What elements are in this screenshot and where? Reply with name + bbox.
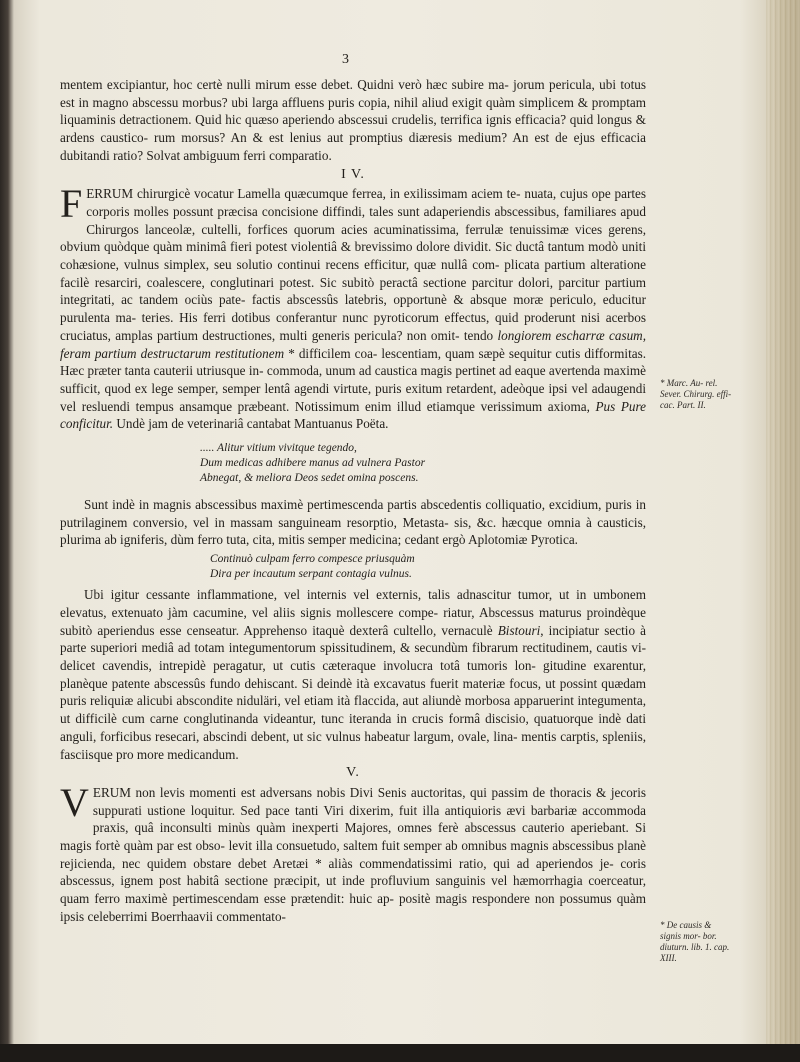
intro-paragraph: mentem excipiantur, hoc certè nulli mirum esse debet. Quidni verò hæc subire ma- jorum pericula, ubi totus est in magno abscessu morbus? ubi larga affluens puris copia, nihil aliud exigit quàm simplicem & promptam liquaminis detractionem. Quid hic quæso aperiendo abscessui crudelis, terrifica ignis efficacia? quid longus & ardens caustico- rum morsus? An & est lenius aut promptius diæresis medium? An est de ejus efficacia dubitandi ratio? Solvat ambiguum ferri comparatio. bbox=[60, 77, 646, 163]
page-body bbox=[60, 56, 646, 926]
dropcap-v: V bbox=[60, 779, 89, 825]
section-iv-text-1c: Undè jam de veterinariâ cantabat Mantuanus Poëta. bbox=[116, 416, 389, 432]
dropcap-f: F bbox=[60, 181, 83, 227]
verse-line: ..... Alitur vitium vivitque tegendo, bbox=[200, 442, 357, 455]
verse-line: Dum medicas adhibere manus ad vulnera Pastor bbox=[200, 457, 426, 470]
section-iv-italic-2: Pus Pure conficitur. bbox=[60, 398, 646, 432]
section-iv-italic-1: longiorem escharræ casum, feram partium destructarum restitutionem bbox=[60, 327, 647, 361]
section-iv-italic-3: Bistouri bbox=[497, 622, 541, 638]
verse-line: Dira per incautum serpant contagia vulnus. bbox=[210, 568, 412, 581]
section-iv-text-3b: , incipiatur sectio à parte superiori mediâ ad totam integumentorum spissitudinem, & secundùm fibrarum rectitudinem, cautis vi- delicet cavendis, intrepidè peragatur, ut cutis cæteraque involucra totâ tumoris lon- gitudine exarentur, planèque patente abscessûs fundo dehiscant. Si deindè ità excavatus fuerit materiæ focus, ut possint quædam puris reliquiæ alicubi abscondite niduläri, vel etiam ità flaccida, aut aliundè morbosa apparuerint integumenta, ut difficilè cum carne conglutinanda videantur, tunc iteranda in crucis formâ discisio, quatuorque indè dati anguli, forficibus resecari, abscindi debent, ut sic vulnus habeatur largum, ovale, lina- mentis carptis, spleniis, fasciisque pro more medicandum. bbox=[60, 622, 647, 762]
section-v-text: ERUM non levis momenti est adversans nobis Divi Senis auctoritas, qui passim de thoracis & jecoris suppurati ustione loquitur. Sed pace tanti Viri dixerim, fuit illa antiquioris ævi barbariæ accommoda praxis, quâ inconsulti minùs quàm inexperti Majores, omnes ferè abscessus cauterio aperiebant. Si magis fortè quàm par est obso- levit illa consuetudo, saltem fuit semper ab omnibus magnis abscessibus planè rejicienda, nec quidem obstare debet Aretæi * aliàs commendatissimi ratio, qui ad aperiendos je- coris abscessus, ignem post habitâ sectione præcipit, ut inde profluvium sanguinis vel hæmorrhagia coerceatur, quam ferro maximè pertimescendam esse prætendit: huic ap- positè magis respondere non possumus quàm ipsis celeberrimi Boerrhaavii commentato- bbox=[60, 784, 646, 924]
verse-block-2 bbox=[210, 552, 646, 582]
scanner-border bbox=[0, 1044, 800, 1062]
section-v-paragraph bbox=[60, 779, 646, 926]
verse-line: Continuò culpam ferro compesce priusquàm bbox=[210, 553, 415, 566]
section-heading-v: V. bbox=[346, 765, 360, 781]
section-iv-text-3a: Ubi igitur cessante inflammatione, vel internis vel externis, talis adnascitur tumor, ut in umbonem elevatus, extenuato jàm cacumine, vel aliis signis mollescere compe- riatur, Abscessus maturus proindèque subitò aperiendus esse censeatur. Apprehenso itaquè dexterâ cultello, vernaculè bbox=[60, 587, 646, 638]
marginal-note-1: * Marc. Au- rel. Sever. Chirurg. effi- cac. Part. II. bbox=[660, 378, 732, 410]
marginal-note-2: * De causis & signis mor- bor. diuturn. lib. 1. cap. XIII. bbox=[660, 920, 730, 963]
verse-block-1 bbox=[200, 441, 646, 486]
section-iv-paragraph-1 bbox=[60, 181, 647, 433]
section-iv-text-1: ERRUM chirurgicè vocatur Lamella quæcumque ferrea, in exilissimam aciem te- nuata, cujus ope partes corporis molles possunt præcisa concisione diffindi, tales sunt adaperiendis abscessibus, familiares apud Chirurgos lanceolæ, cultelli, forfices quorum acies acuminatissima, ferrulæ tenuissimæ vices gerens, obvium quòdque quàm minimâ fieri potest violentiâ & brevissimo dolore dividit. Sic ductâ tantum modò uniti cohæsione, vulnus simplex, seu solutio continui recens efficitur, quæ nullâ com- plicata partium alteratione facilè resarciri, coalescere, conglutinari potest. Sic subitò peractâ sectione parcitur dolori, parcitur partium integritati, ac tandem ociùs pate- factis abscessûs latebris, opportunè & absque moræ periculo, educitur purulenta ma- teries. His ferri dotibus conferantur nunc pyroticorum effectus, quid proderunt nisi acerbos cruciatus, amplas partium destructiones, multi generis pericula? non omit- tendo bbox=[60, 186, 646, 343]
section-iv-paragraph-2: Sunt indè in magnis abscessibus maximè pertimescenda partis abscedentis colliquatio, excidium, puris in putrilaginem conversio, vel in massam sanguineam resorptio, Metasta- sis, &c. hæcque omnia à causticis, plurima ab igniferis, dùm ferro tuta, cita, mitis semper medicina; cedant ergò Aplotomiæ Pyrotica. bbox=[60, 497, 646, 548]
section-iv-text-1b: * difficilem coa- lescentiam, quam sæpè sequitur cutis difformitas. Hæc præter tanta cauterii utriusque in- commoda, unum ad caustica magis pertinet ad eaque avertenda maximè sufficit, quod ex lege semper, semper lentâ agendi virtute, puris exitum retardent, adeòque ipsi vel adaugendi vel resluendi tempus ansamque præbeant. Notissimum enim illud etiamque verissimum axioma, bbox=[60, 345, 647, 414]
verse-line: Abnegat, & meliora Deos sedet omina poscens. bbox=[200, 472, 419, 485]
section-heading-iv: I V. bbox=[341, 166, 365, 182]
page-number: 3 bbox=[342, 52, 349, 67]
page-edge bbox=[766, 0, 800, 1062]
section-iv-paragraph-3 bbox=[60, 586, 646, 763]
